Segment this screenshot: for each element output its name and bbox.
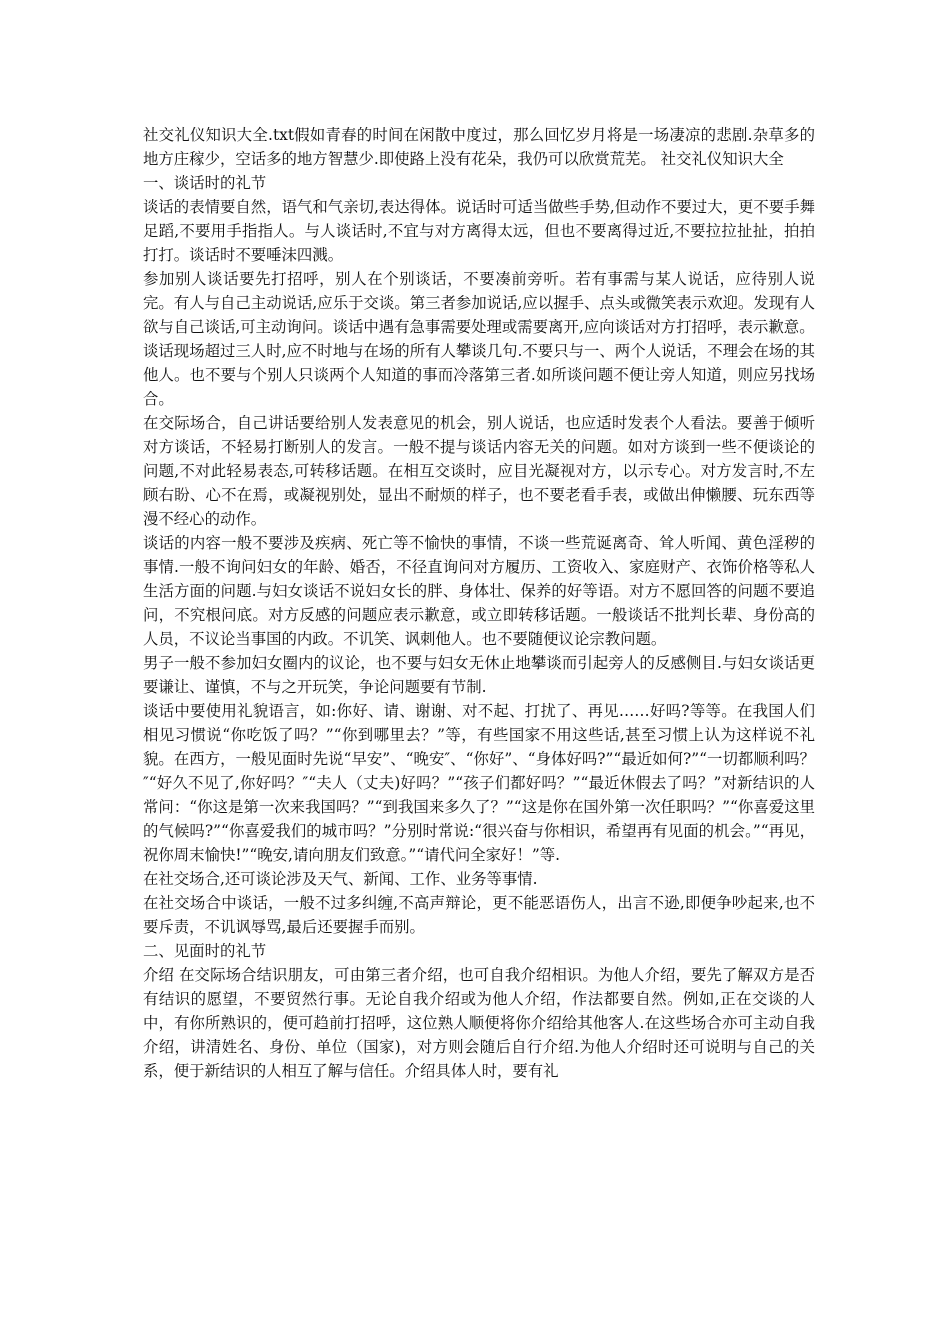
document-body [143, 123, 815, 1083]
paragraph: 在社交场合,还可谈论涉及天气、新闻、工作、业务等事情. [143, 870, 538, 888]
paragraph: 谈话中要使用礼貌语言，如:你好、请、谢谢、对不起、打扰了、再见……好吗?等等。在我国人们相见习惯说“你吃饭了吗？”“你到哪里去？”等，有些国家不用这些话,甚至习惯上认为这样说不礼貌。在西方，一般见面时先说“早安”、“晚安″、“你好”、“身体好吗?”“最近如何?”“一切都顺利吗？″“好久不见了,你好吗？″“夫人（丈夫)好吗？”“孩子们都好吗？”“最近休假去了吗？”对新结识的人常问：“你这是第一次来我国吗？”“到我国来多久了？”“这是你在国外第一次任职吗？”“你喜爱这里的气候吗?”“你喜爱我们的城市吗？”分别时常说:“很兴奋与你相识，希望再有见面的机会。”“再见，祝你周末愉快!”“晚安,请向朋友们致意。”“请代问全家好！”等. [143, 702, 815, 864]
paragraph: 参加别人谈话要先打招呼，别人在个别谈话，不要凑前旁听。若有事需与某人说话，应待别人说完。有人与自己主动说话,应乐于交谈。第三者参加说话,应以握手、点头或微笑表示欢迎。发现有人欲与自己谈话,可主动询问。谈话中遇有急事需要处理或需要离开,应向谈话对方打招呼，表示歉意。 [143, 270, 815, 336]
paragraph: 在交际场合，自己讲话要给别人发表意见的机会，别人说话，也应适时发表个人看法。要善于倾听对方谈话，不轻易打断别人的发言。一般不提与谈话内容无关的问题。如对方谈到一些不便谈论的问题,不对此轻易表态,可转移话题。在相互交谈时，应目光凝视对方，以示专心。对方发言时,不左顾右盼、心不在焉，或凝视别处，显出不耐烦的样子，也不要老看手表，或做出伸懒腰、玩东西等漫不经心的动作。 [143, 414, 815, 528]
document-intro: 社交礼仪知识大全.txt假如青春的时间在闲散中度过，那么回忆岁月将是一场凄凉的悲剧.杂草多的地方庄稼少，空话多的地方智慧少.即使路上没有花朵，我仍可以欣赏荒芜。 社交礼仪知识大全 [143, 126, 815, 168]
section-heading-meeting-etiquette: 二、见面时的礼节 [143, 942, 267, 960]
section-heading-talking-etiquette: 一、谈话时的礼节 [143, 174, 267, 192]
paragraph: 谈话的表情要自然，语气和气亲切,表达得体。说话时可适当做些手势,但动作不要过大，更不要手舞足蹈,不要用手指指人。与人谈话时,不宜与对方离得太远，但也不要离得过近,不要拉拉扯扯，拍拍打打。谈话时不要唾沫四溅。 [143, 198, 815, 264]
paragraph: 在社交场合中谈话，一般不过多纠缠,不高声辩论，更不能恶语伤人，出言不逊,即便争吵起来,也不要斥责，不讥讽辱骂,最后还要握手而别。 [143, 894, 815, 936]
paragraph: 介绍 在交际场合结识朋友，可由第三者介绍，也可自我介绍相识。为他人介绍，要先了解双方是否有结识的愿望，不要贸然行事。无论自我介绍或为他人介绍，作法都要自然。例如,正在交谈的人中，有你所熟识的，便可趋前打招呼，这位熟人顺便将你介绍给其他客人.在这些场合亦可主动自我介绍，讲清姓名、身份、单位（国家)，对方则会随后自行介绍.为他人介绍时还可说明与自己的关系，便于新结识的人相互了解与信任。介绍具体人时，要有礼 [143, 966, 815, 1080]
paragraph: 谈话现场超过三人时,应不时地与在场的所有人攀谈几句.不要只与一、两个人说话，不理会在场的其他人。也不要与个别人只谈两个人知道的事而冷落第三者.如所谈问题不便让旁人知道，则应另找场合。 [143, 342, 815, 408]
paragraph: 男子一般不参加妇女圈内的议论，也不要与妇女无休止地攀谈而引起旁人的反感侧目.与妇女谈话更要谦让、谨慎，不与之开玩笑，争论问题要有节制. [143, 654, 815, 696]
paragraph: 谈话的内容一般不要涉及疾病、死亡等不愉快的事情，不谈一些荒诞离奇、耸人听闻、黄色淫秽的事情.一般不询问妇女的年龄、婚否，不径直询问对方履历、工资收入、家庭财产、衣饰价格等私人生活方面的问题.与妇女谈话不说妇女长的胖、身体壮、保养的好等语。对方不愿回答的问题不要追问，不究根问底。对方反感的问题应表示歉意，或立即转移话题。一般谈话不批判长辈、身份高的人员，不议论当事国的内政。不讥笑、讽刺他人。也不要随便议论宗教问题。 [143, 534, 815, 648]
